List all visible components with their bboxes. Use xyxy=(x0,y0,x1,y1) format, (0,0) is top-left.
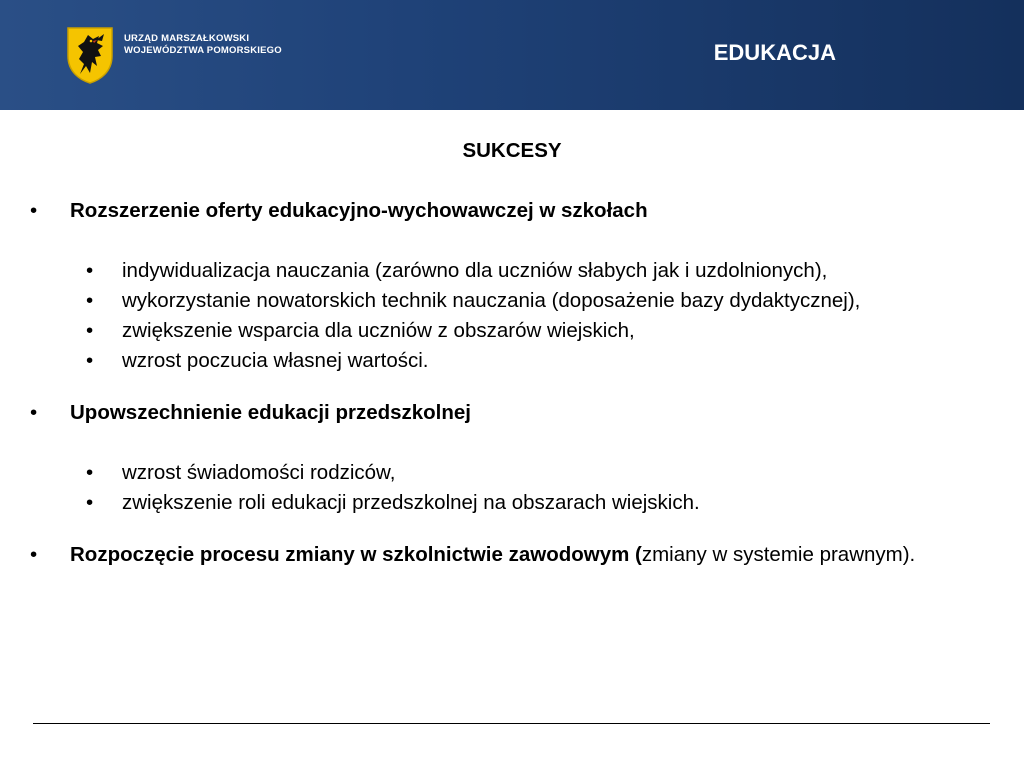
main-bullet-title-suffix: zmiany w systemie prawnym). xyxy=(641,543,916,566)
sub-bullet-list xyxy=(28,458,996,518)
bullet-icon: • xyxy=(86,289,94,312)
griffin-coat-of-arms-icon xyxy=(66,26,114,84)
bullet-icon: • xyxy=(30,401,38,424)
section-title: EDUKACJA xyxy=(713,40,836,65)
bullet-icon: • xyxy=(86,259,94,282)
bullet-icon: • xyxy=(86,491,94,514)
sub-bullet-text: wykorzystanie nowatorskich technik nauczania (doposażenie bazy dydaktycznej), xyxy=(122,289,861,312)
bullet-icon: • xyxy=(30,199,38,222)
sub-bullet-text: zwiększenie wsparcia dla uczniów z obszarów wiejskich, xyxy=(122,319,635,342)
sub-bullet-text: zwiększenie roli edukacji przedszkolnej na obszarach wiejskich. xyxy=(122,491,700,514)
sub-bullet-text: wzrost świadomości rodziców, xyxy=(122,461,396,484)
main-bullet-title: Rozszerzenie oferty edukacyjno-wychowawczej w szkołach xyxy=(70,199,648,222)
bullet-icon: • xyxy=(86,349,94,372)
slide-content xyxy=(28,128,996,570)
main-bullet-title-bold: Rozpoczęcie procesu zmiany w szkolnictwie zawodowym ( xyxy=(70,543,642,566)
main-bullet-title: Upowszechnienie edukacji przedszkolnej xyxy=(70,401,472,424)
sub-bullet-text: indywidualizacja nauczania (zarówno dla uczniów słabych jak i uzdolnionych), xyxy=(122,259,828,282)
bullet-icon: • xyxy=(30,543,38,566)
bullet-icon: • xyxy=(86,319,94,342)
sub-bullet-item xyxy=(28,488,996,518)
sub-bullet-item xyxy=(28,458,996,488)
sub-bullet-item xyxy=(28,286,996,316)
main-bullet-item xyxy=(28,398,996,428)
bullet-icon: • xyxy=(86,461,94,484)
footer-divider xyxy=(33,723,990,724)
organization-name-line1: URZĄD MARSZAŁKOWSKI xyxy=(124,33,250,44)
main-bullet-title xyxy=(70,540,996,570)
sub-bullet-item xyxy=(28,256,996,286)
organization-name xyxy=(124,33,282,57)
sub-bullet-item xyxy=(28,316,996,346)
sub-bullet-text: wzrost poczucia własnej wartości. xyxy=(122,349,429,372)
sub-bullet-item xyxy=(28,346,996,376)
main-bullet-item xyxy=(28,196,996,226)
header-bar xyxy=(0,0,1024,110)
organization-name-line2: WOJEWÓDZTWA POMORSKIEGO xyxy=(124,45,282,56)
slide-heading: SUKCESY xyxy=(462,139,562,162)
main-bullet-item xyxy=(28,540,996,570)
sub-bullet-list xyxy=(28,256,996,376)
